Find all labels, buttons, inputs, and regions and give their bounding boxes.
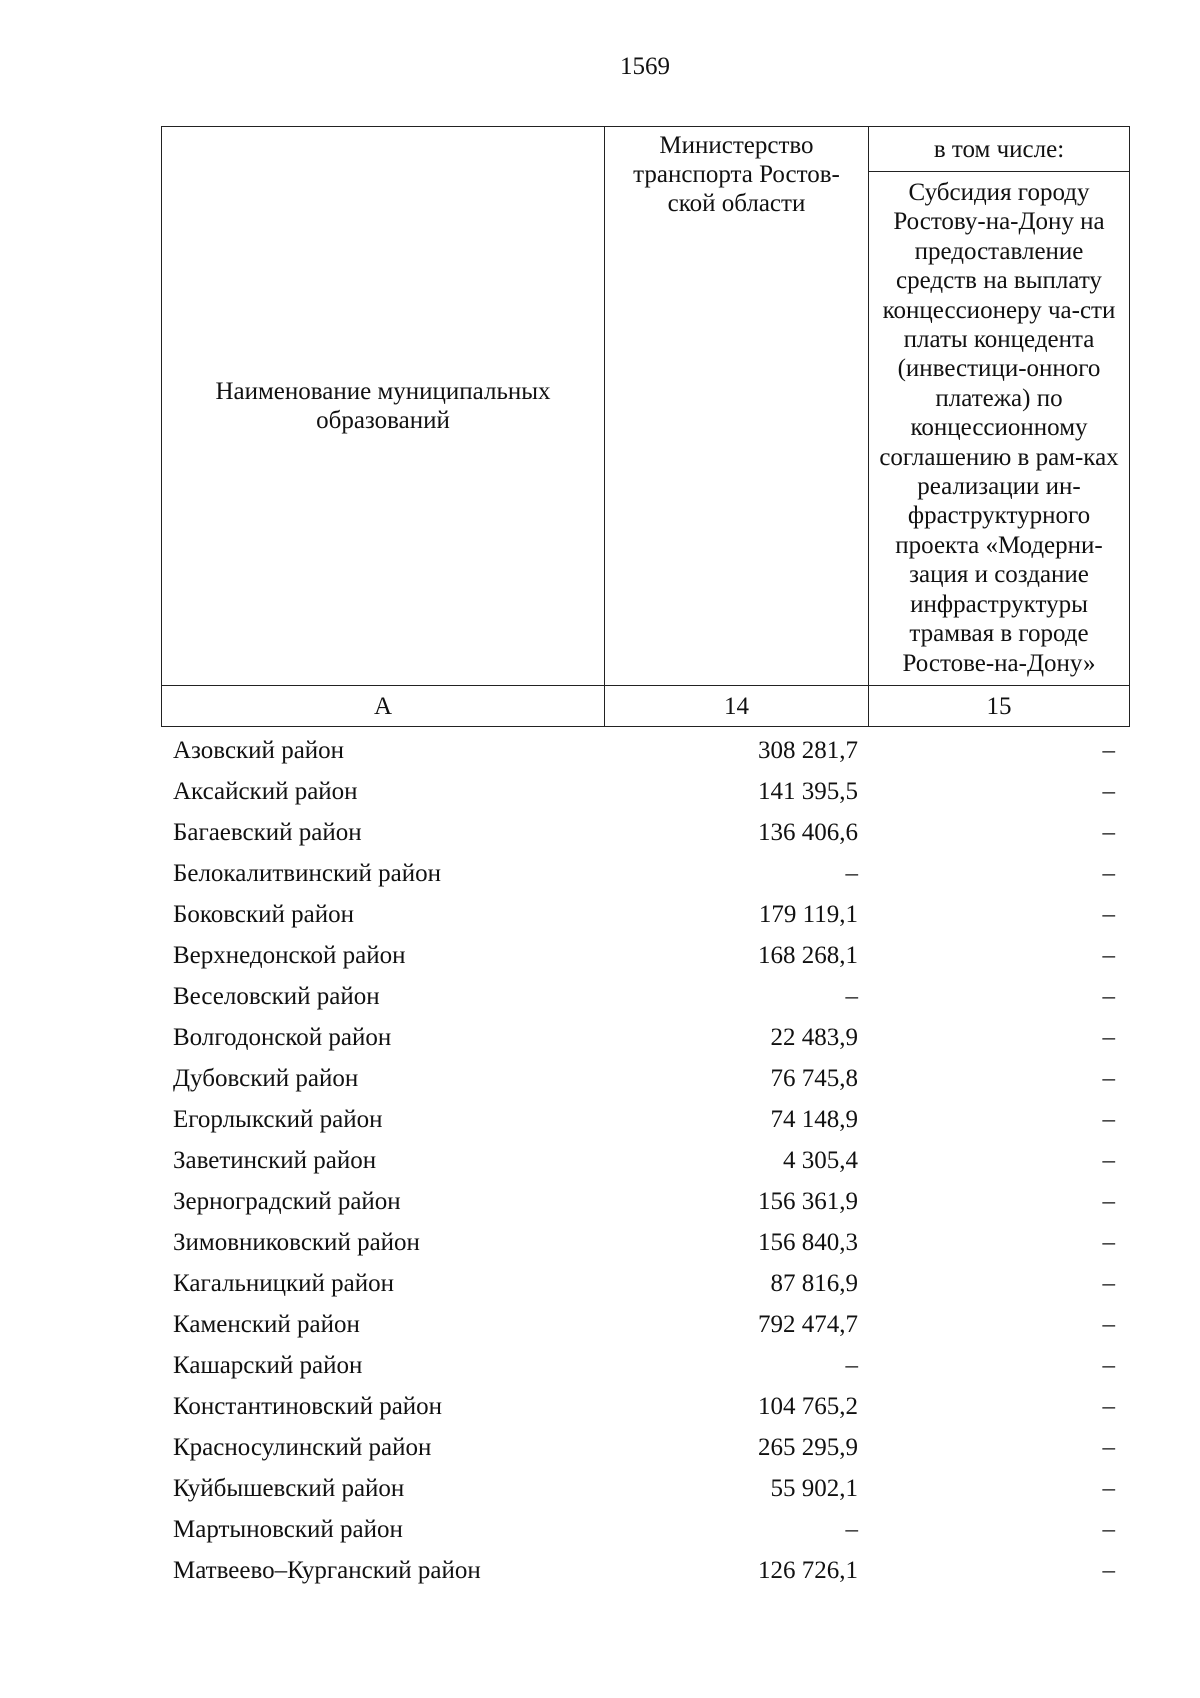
municipality-name: Кашарский район	[173, 1352, 363, 1379]
subsidy-amount: –	[1102, 1188, 1115, 1215]
municipality-name: Каменский район	[173, 1311, 360, 1338]
table-row	[161, 812, 1129, 853]
table-row	[161, 1263, 1129, 1304]
table-row	[161, 1550, 1129, 1591]
municipality-name: Багаевский район	[173, 819, 362, 846]
table-header	[161, 126, 1130, 727]
subsidy-amount: –	[1102, 1229, 1115, 1256]
subsidy-amount: –	[1102, 1557, 1115, 1584]
ministry-amount: 179 119,1	[758, 901, 858, 928]
municipality-name: Матвеево–Курганский район	[173, 1557, 481, 1584]
subsidy-amount: –	[1102, 819, 1115, 846]
table-row	[161, 1181, 1129, 1222]
municipality-name: Красносулинский район	[173, 1434, 432, 1461]
ministry-amount: –	[845, 860, 858, 887]
subsidy-amount: –	[1102, 1106, 1115, 1133]
table-row	[161, 935, 1129, 976]
ministry-amount: 308 281,7	[758, 737, 858, 764]
table-row	[161, 1345, 1129, 1386]
table-row	[161, 730, 1129, 771]
ministry-amount: –	[845, 1352, 858, 1379]
subsidy-amount: –	[1102, 1393, 1115, 1420]
table-row	[161, 1058, 1129, 1099]
header-col-number-a: А	[162, 686, 605, 727]
table-row	[161, 1017, 1129, 1058]
ministry-amount: 156 840,3	[758, 1229, 858, 1256]
municipality-name: Азовский район	[173, 737, 345, 764]
ministry-amount: 76 745,8	[770, 1065, 858, 1092]
ministry-amount: 136 406,6	[758, 819, 858, 846]
municipality-name: Веселовский район	[173, 983, 380, 1010]
subsidy-amount: –	[1102, 778, 1115, 805]
table-row	[161, 1099, 1129, 1140]
municipality-name: Зимовниковский район	[173, 1229, 420, 1256]
ministry-amount: 22 483,9	[770, 1024, 858, 1051]
header-col-number-14: 14	[605, 686, 869, 727]
subsidy-amount: –	[1102, 860, 1115, 887]
ministry-amount: 168 268,1	[758, 942, 858, 969]
subsidy-amount: –	[1102, 983, 1115, 1010]
ministry-amount: 126 726,1	[758, 1557, 858, 1584]
municipality-name: Белокалитвинский район	[173, 860, 441, 887]
municipality-name: Аксайский район	[173, 778, 358, 805]
ministry-amount: 104 765,2	[758, 1393, 858, 1420]
ministry-amount: 55 902,1	[770, 1475, 858, 1502]
ministry-amount: –	[845, 983, 858, 1010]
municipality-name: Волгодонской район	[173, 1024, 392, 1051]
table-row	[161, 1468, 1129, 1509]
table-row	[161, 853, 1129, 894]
ministry-amount: 792 474,7	[758, 1311, 858, 1338]
ministry-amount: –	[845, 1516, 858, 1543]
subsidy-amount: –	[1102, 901, 1115, 928]
header-subsidy	[869, 172, 1130, 686]
page-number: 1569	[620, 53, 670, 80]
subsidy-amount: –	[1102, 942, 1115, 969]
header-including	[869, 127, 1130, 172]
municipality-name: Константиновский район	[173, 1393, 443, 1420]
municipality-name: Куйбышевский район	[173, 1475, 405, 1502]
table-row	[161, 1140, 1129, 1181]
municipality-name: Егорлыкский район	[173, 1106, 383, 1133]
ministry-amount: 4 305,4	[783, 1147, 858, 1174]
subsidy-amount: –	[1102, 1147, 1115, 1174]
municipality-name: Мартыновский район	[173, 1516, 403, 1543]
municipality-name: Кагальницкий район	[173, 1270, 395, 1297]
subsidy-amount: –	[1102, 1352, 1115, 1379]
municipality-name: Боковский район	[173, 901, 354, 928]
ministry-amount: 87 816,9	[770, 1270, 858, 1297]
subsidy-amount: –	[1102, 1024, 1115, 1051]
subsidy-amount: –	[1102, 737, 1115, 764]
municipality-name: Дубовский район	[173, 1065, 359, 1092]
table-row	[161, 771, 1129, 812]
header-including-text: в том числе:	[933, 135, 1065, 163]
header-col-number-15: 15	[869, 686, 1130, 727]
header-municipality-name-text: Наименование муниципальных образований	[215, 378, 551, 434]
subsidy-amount: –	[1102, 1434, 1115, 1461]
subsidy-amount: –	[1102, 1516, 1115, 1543]
municipality-name: Верхнедонской район	[173, 942, 406, 969]
header-municipality-name	[162, 127, 605, 686]
table-row	[161, 1222, 1129, 1263]
subsidy-amount: –	[1102, 1270, 1115, 1297]
table-row	[161, 1509, 1129, 1550]
table-row	[161, 1386, 1129, 1427]
table-row	[161, 894, 1129, 935]
table-row	[161, 1304, 1129, 1345]
subsidy-amount: –	[1102, 1475, 1115, 1502]
table-body	[161, 730, 1129, 1591]
ministry-amount: 141 395,5	[758, 778, 858, 805]
table-row	[161, 976, 1129, 1017]
subsidy-amount: –	[1102, 1311, 1115, 1338]
table-row	[161, 1427, 1129, 1468]
municipality-name: Зерноградский район	[173, 1188, 401, 1215]
ministry-amount: 265 295,9	[758, 1434, 858, 1461]
header-ministry-text: Министерство транспорта Ростов-ской области	[633, 132, 840, 217]
ministry-amount: 156 361,9	[758, 1188, 858, 1215]
ministry-amount: 74 148,9	[770, 1106, 858, 1133]
subsidy-amount: –	[1102, 1065, 1115, 1092]
header-ministry	[605, 127, 869, 686]
municipality-name: Заветинский район	[173, 1147, 377, 1174]
header-subsidy-text: Субсидия городу Ростову-на-Дону на предоставление средств на выплату концессионеру ча-сти платы концедента (инвестици-онного платежа) по концессионному соглашению в рам-ках реализации ин-фраструктурного проекта «Модерни-зация и создание инфраструктуры трамвая в городе Ростове-на-Дону»	[879, 179, 1119, 677]
